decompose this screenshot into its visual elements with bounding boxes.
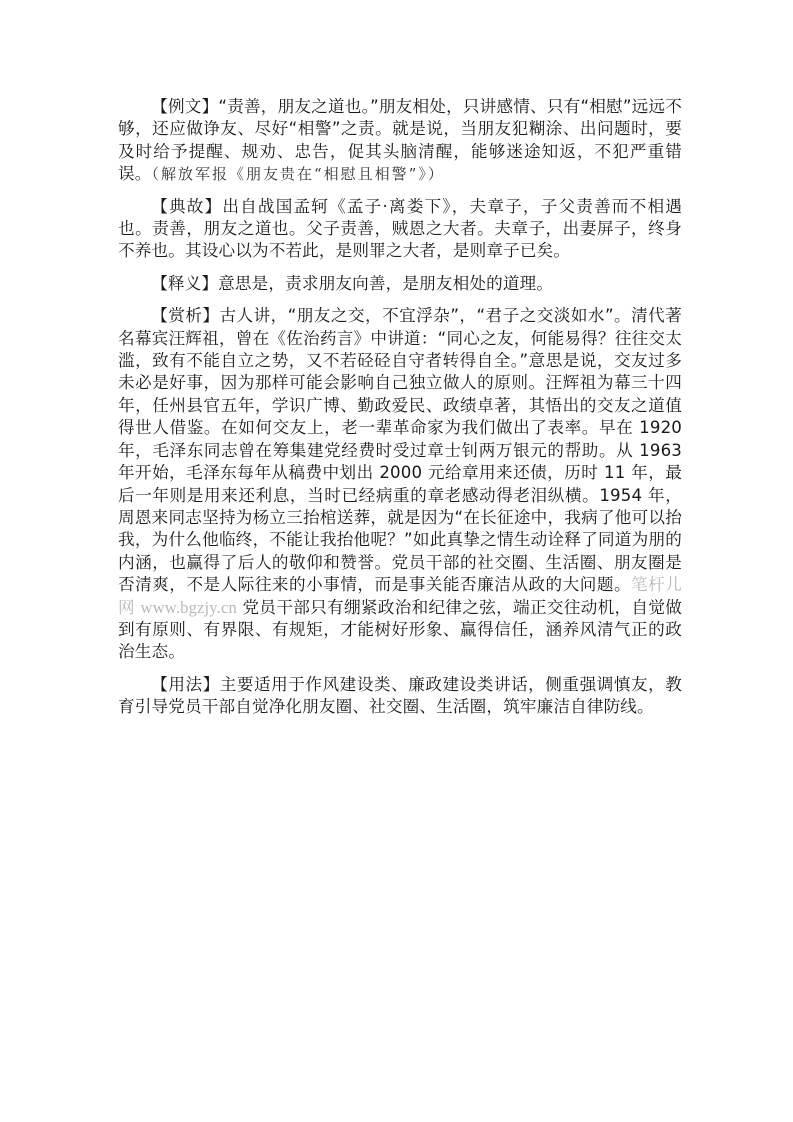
analysis-text-part2: 党员干部只有绷紧政治和纪律之弦，端正交往动机，自觉做到有原则、有界限、有规矩，才能树好形象、赢得信任，涵养风清气正的政治生态。 <box>118 597 682 662</box>
watermark-site-name: 笔杆儿网 <box>118 575 683 617</box>
paragraph-example <box>118 96 682 186</box>
paragraph-usage <box>118 674 682 719</box>
section-tag-meaning: 【释义】 <box>151 273 219 293</box>
analysis-text-part1: 古人讲，“朋友之交，不宜浮杂”，“君子之交淡如水”。清代著名幕宾汪辉祖，曾在《佐治药言》中讲道：“同心之友，何能易得？往往交太滥，致有不能自立之势，又不若硁硁自守者转得自全。”意思是说，交友过多未必是好事，因为那样可能会影响自己独立做人的原则。汪辉祖为幕三十四年，任州县官五年，学识广博、勤政爱民、政绩卓著，其悟出的交友之道值得世人借鉴。在如何交友上，老一辈革命家为我们做出了表率。早在 1920 年，毛泽东同志曾在筹集建党经费时受过章士钊两万银元的帮助。从 1963 年开始，毛泽东每年从稿费中划出 2000 元给章用来还债，历时 11 年，最后一年则是用来还利息，当时已经病重的章老感动得老泪纵横。1954 年，周恩来同志坚持为杨立三抬棺送葬，就是因为“在长征途中，我病了他可以抬我，为什么他临终，不能让我抬他呢？”如此真挚之情生动诠释了同道为朋的内涵，也赢得了后人的敬仰和赞誉。党员干部的社交圈、生活圈、朋友圈是否清爽，不是人际往来的小事情，而是事关能否廉洁从政的大问题。 <box>118 306 682 595</box>
section-tag-analysis: 【赏析】 <box>151 306 220 326</box>
watermark-url[interactable]: www.bgzjy.cn <box>140 597 237 617</box>
paragraph-allusion <box>118 196 682 263</box>
section-tag-allusion: 【典故】 <box>151 196 223 216</box>
meaning-text: 意思是，责求朋友向善，是朋友相处的道理。 <box>218 273 554 293</box>
example-text: “责善，朋友之道也。”朋友相处，只讲感情、只有“相慰”远远不够，还应做诤友、尽好“相警”之责。就是说，当朋友犯糊涂、出问题时，要及时给予提醒、规劝、忠告，促其头脑清醒，能够迷途知返，不犯严重错误。 <box>118 97 682 184</box>
usage-text: 主要适用于作风建设类、廉政建设类讲话，侧重强调慎友，教育引导党员干部自觉净化朋友圈、社交圈、生活圈，筑牢廉洁自律防线。 <box>118 674 682 717</box>
example-source: （解放军报《朋友贵在“相慰且相警”》） <box>151 165 445 184</box>
document-page <box>118 96 682 729</box>
section-tag-example: 【例文】 <box>151 97 219 116</box>
paragraph-analysis <box>118 305 682 664</box>
section-tag-usage: 【用法】 <box>151 674 220 694</box>
paragraph-meaning <box>118 273 682 295</box>
allusion-text: 出自战国孟轲《孟子·离娄下》，夫章子，子父责善而不相遇也。责善，朋友之道也。父子责善，贼恩之大者。夫章子，出妻屏子，终身不养也。其设心以为不若此，是则罪之大者，是则章子已矣。 <box>118 196 682 261</box>
